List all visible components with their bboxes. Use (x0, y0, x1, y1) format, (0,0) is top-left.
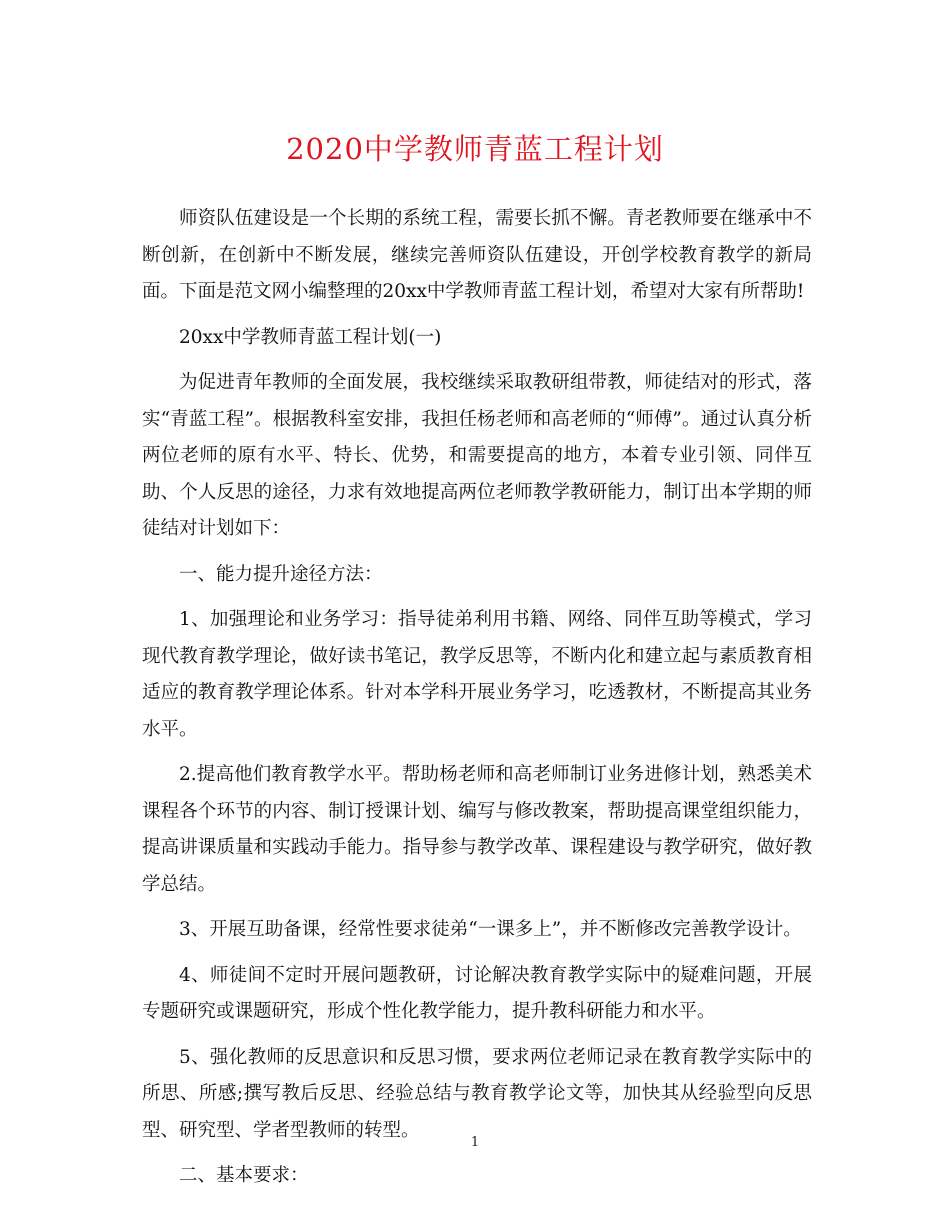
page-number: 1 (470, 1135, 480, 1150)
method-item-2: 2.提高他们教育教学水平。帮助杨老师和高老师制订业务进修计划，熟悉美术课程各个环节的内容、制订授课计划、编写与修改教案，帮助提高课堂组织能力，提高讲课质量和实践动手能力。指导参与教学改革、课程建设与教学研究，做好教学总结。 (142, 764, 812, 895)
method-item-4: 4、师徒间不定时开展问题教研，讨论解决教育教学实际中的疑难问题，开展专题研究或课题研究，形成个性化教学能力，提升教科研能力和水平。 (142, 964, 812, 1022)
document-title: 2020中学教师青蓝工程计划 (286, 132, 664, 166)
intro-paragraph: 师资队伍建设是一个长期的系统工程，需要长抓不懈。青老教师要在继承中不断创新，在创新中不断发展，继续完善师资队伍建设，开创学校教育教学的新局面。下面是范文网小编整理的20xx中学教师青蓝工程计划，希望对大家有所帮助! (142, 208, 812, 302)
plan-intro-paragraph: 为促进青年教师的全面发展，我校继续采取教研组带教，师徒结对的形式，落实“青蓝工程”。根据教科室安排，我担任杨老师和高老师的“师傅”。通过认真分析两位老师的原有水平、特长、优势，和需要提高的地方，本着专业引领、同伴互助、个人反思的途径，力求有效地提高两位老师教学教研能力，制订出本学期的师徒结对计划如下： (142, 372, 812, 539)
section-heading-requirements: 二、基本要求： (179, 1165, 309, 1186)
section-heading-plan-one: 20xx中学教师青蓝工程计划(一) (179, 326, 442, 348)
method-item-3: 3、开展互助备课，经常性要求徒弟“一课多上”，并不断修改完善教学设计。 (179, 919, 802, 940)
section-heading-methods: 一、能力提升途径方法： (179, 563, 383, 585)
method-item-5: 5、强化教师的反思意识和反思习惯，要求两位老师记录在教育教学实际中的所思、所感;撰写教后反思、经验总结与教育教学论文等，加快其从经验型向反思型、研究型、学者型教师的转型。 (142, 1046, 812, 1141)
method-item-1: 1、加强理论和业务学习：指导徒弟利用书籍、网络、同伴互助等模式，学习现代教育教学理论，做好读书笔记，教学反思等，不断内化和建立起与素质教育相适应的教育教学理论体系。针对本学科开展业务学习，吃透教材，不断提高其业务水平。 (142, 609, 812, 740)
document-body (142, 201, 812, 1204)
